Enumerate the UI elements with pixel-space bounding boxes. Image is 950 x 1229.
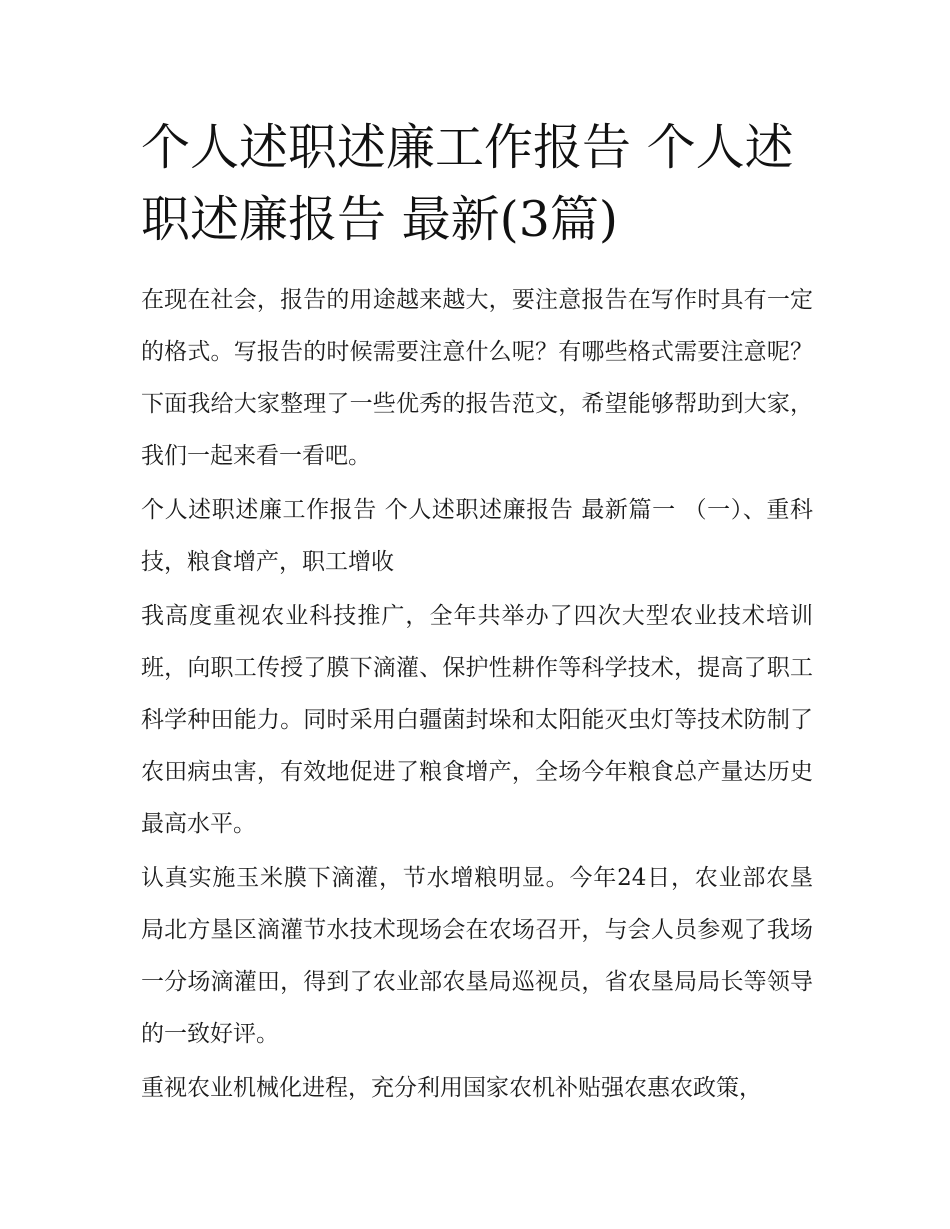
intro-paragraph: 在现在社会，报告的用途越来越大，要注意报告在写作时具有一定的格式。写报告的时候需要注意什么呢？有哪些格式需要注意呢？下面我给大家整理了一些优秀的报告范文，希望能够帮助到大家，我们一起来看一看吧。	[141, 287, 813, 469]
section-heading-paragraph: 个人述职述廉工作报告 个人述职述廉报告 最新篇一 （一）、重科技，粮食增产，职工增收	[141, 497, 813, 575]
body-paragraph: 重视农业机械化进程，充分利用国家农机补贴强农惠农政策，	[141, 1075, 762, 1101]
body-paragraph: 认真实施玉米膜下滴灌，节水增粮明显。今年24日，农业部农垦局北方垦区滴灌节水技术现场会在农场召开，与会人员参观了我场一分场滴灌田，得到了农业部农垦局巡视员，省农垦局局长等领导的一致好评。	[141, 865, 813, 1047]
body-paragraph: 我高度重视农业科技推广，全年共举办了四次大型农业技术培训班，向职工传授了膜下滴灌、保护性耕作等科学技术，提高了职工科学种田能力。同时采用白疆菌封垛和太阳能灭虫灯等技术防制了农田病虫害，有效地促进了粮食增产，全场今年粮食总产量达历史最高水平。	[141, 603, 813, 837]
document-body	[141, 112, 813, 1116]
document-title: 个人述职述廉工作报告 个人述职述廉报告 最新(3篇)	[141, 119, 794, 248]
